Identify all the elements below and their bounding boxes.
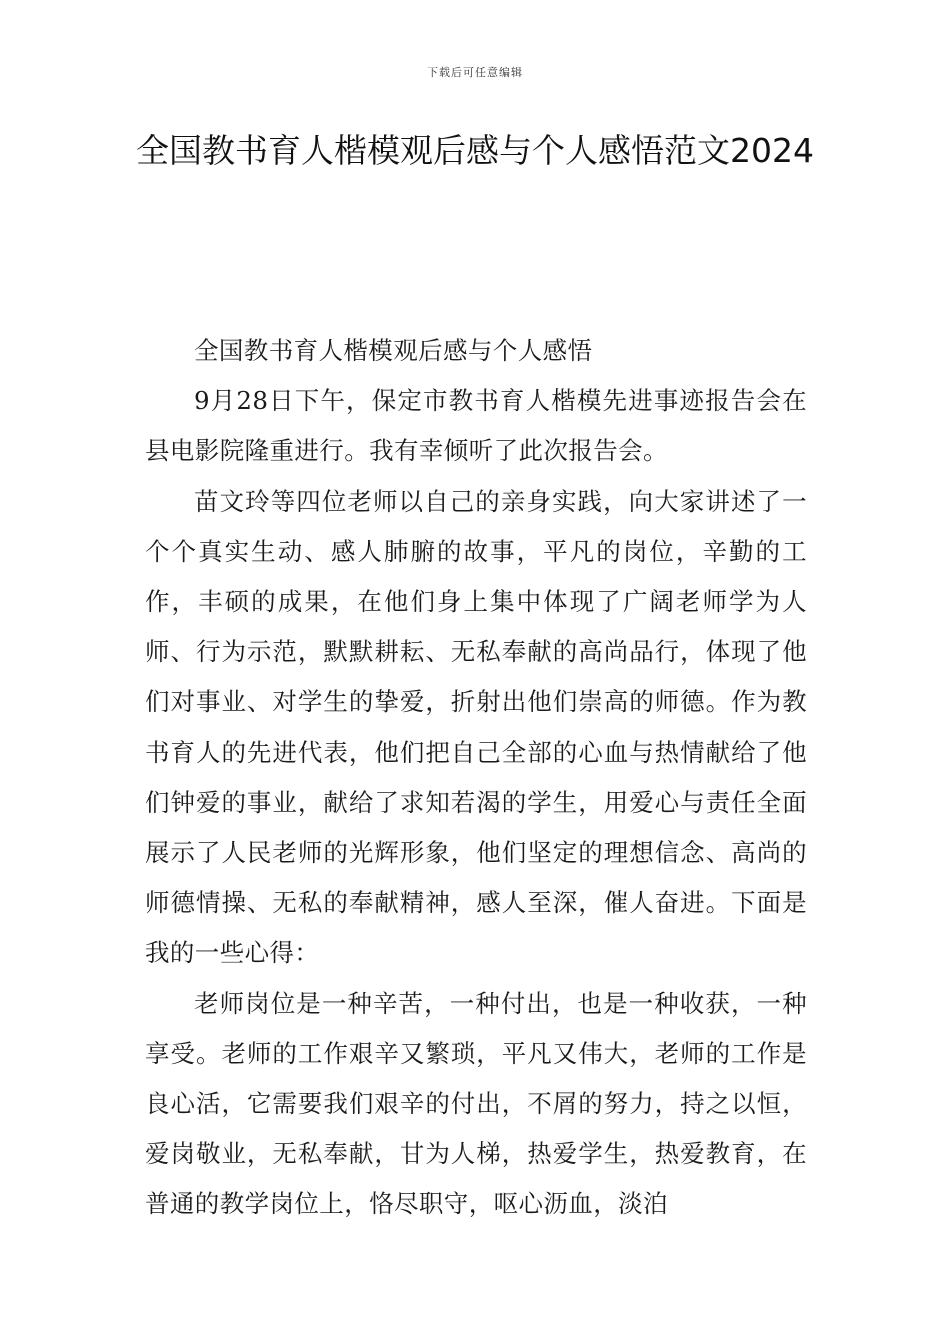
document-body bbox=[145, 326, 807, 1230]
paragraph-teachers: 苗文玲等四位老师以自己的亲身实践，向大家讲述了一个个真实生动、感人肺腑的故事，平凡的岗位，辛勤的工作，丰硕的成果，在他们身上集中体现了广阔老师学为人师、行为示范，默默耕耘、无私奉献的高尚品行，体现了他们对事业、对学生的挚爱，折射出他们崇高的师德。作为教书育人的先进代表，他们把自己全部的心血与热情献给了他们钟爱的事业，献给了求知若渴的学生，用爱心与责任全面展示了人民老师的光辉形象，他们坚定的理想信念、高尚的师德情操、无私的奉献精神，感人至深，催人奋进。下面是我的一些心得： bbox=[145, 486, 807, 968]
paragraph-intro: 9月28日下午，保定市教书育人楷模先进事迹报告会在县电影院隆重进行。我有幸倾听了此次报告会。 bbox=[145, 386, 807, 466]
paragraph-subtitle: 全国教书育人楷模观后感与个人感悟 bbox=[194, 336, 593, 365]
paragraph-reflection: 老师岗位是一种辛苦，一种付出，也是一种收获，一种享受。老师的工作艰辛又繁琐，平凡又伟大，老师的工作是良心活，它需要我们艰辛的付出，不屑的努力，持之以恒，爱岗敬业，无私奉献，甘为人梯，热爱学生，热爱教育，在普通的教学岗位上，恪尽职守，呕心沥血，淡泊 bbox=[145, 988, 807, 1219]
header-note: 下载后可任意编辑 bbox=[427, 66, 523, 79]
document-title: 全国教书育人楷模观后感与个人感悟范文2024 bbox=[136, 131, 814, 170]
